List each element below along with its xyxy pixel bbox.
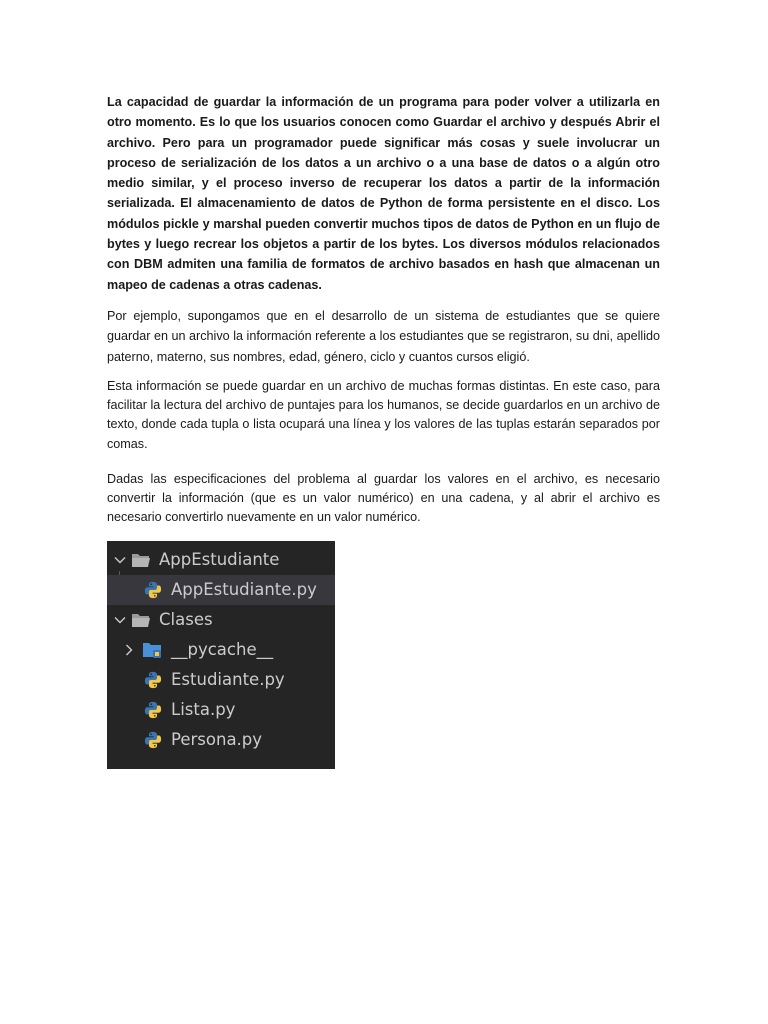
paragraph-conversion: Dadas las especificaciones del problema al guardar los valores en el archivo, es necesario convertir la información (que es un valor numérico) en una cadena, y al abrir el archivo es necesario convertirlo nuevamente en un valor numérico. [107,472,660,524]
python-icon [143,701,163,719]
tree-item-lista-py[interactable] [107,695,335,725]
python-icon [143,581,163,599]
tree-item-label: Lista.py [171,700,236,719]
tree-item-label: AppEstudiante [159,550,280,569]
chevron-down-icon [112,552,128,568]
python-icon [143,731,163,749]
tree-item-persona-py[interactable] [107,725,335,755]
tree-item-label: __pycache__ [171,640,274,659]
tree-item-appestudiante-py[interactable] [107,575,335,605]
folder-open-icon [131,551,151,569]
chevron-down-icon [112,612,128,628]
file-explorer-screenshot [107,541,335,769]
tree-item-estudiante-py[interactable] [107,665,335,695]
paragraph-text-format: Esta información se puede guardar en un archivo de muchas formas distintas. En este caso, para facilitar la lectura del archivo de puntajes para los humanos, se decide guardarlos en un archivo de texto, donde cada tupla o lista ocupará una línea y los valores de las tuplas estarán separados por comas. [107,379,660,451]
folder-open-icon [131,611,151,629]
folder-icon [142,641,162,659]
paragraph-example: Por ejemplo, supongamos que en el desarrollo de un sistema de estudiantes que se quiere guardar en un archivo la información referente a los estudiantes que se registraron, su dni, apellido paterno, materno, sus nombres, edad, género, ciclo y cuantos cursos eligió. [107,309,660,364]
tree-item-pycache-folder[interactable] [107,635,335,665]
tree-item-label: Persona.py [171,730,263,749]
tree-item-label: Clases [159,610,213,629]
tree-item-label: AppEstudiante.py [171,580,317,599]
python-icon [143,671,163,689]
chevron-right-icon [121,642,137,658]
tree-item-clases-folder[interactable] [107,605,335,635]
paragraph-persistence-intro: La capacidad de guardar la información de un programa para poder volver a utilizarla en otro momento. Es lo que los usuarios conocen como Guardar el archivo y después Abrir el archivo. Pero para un programador puede significar más cosas y suele involucrar un proceso de serialización de los datos a un archivo o a una base de datos o a algún otro medio similar, y el proceso inverso de recuperar los datos a partir de la información serializada. El almacenamiento de datos de Python de forma persistente en el disco. Los módulos pickle y marshal pueden convertir muchos tipos de datos de Python en un flujo de bytes y luego recrear los objetos a partir de los bytes. Los diversos módulos relacionados con DBM admiten una familia de formatos de archivo basados en hash que almacenan un mapeo de cadenas a otras cadenas. [107,95,660,292]
tree-item-label: Estudiante.py [171,670,285,689]
tree-item-appestudiante-folder[interactable] [107,545,335,575]
